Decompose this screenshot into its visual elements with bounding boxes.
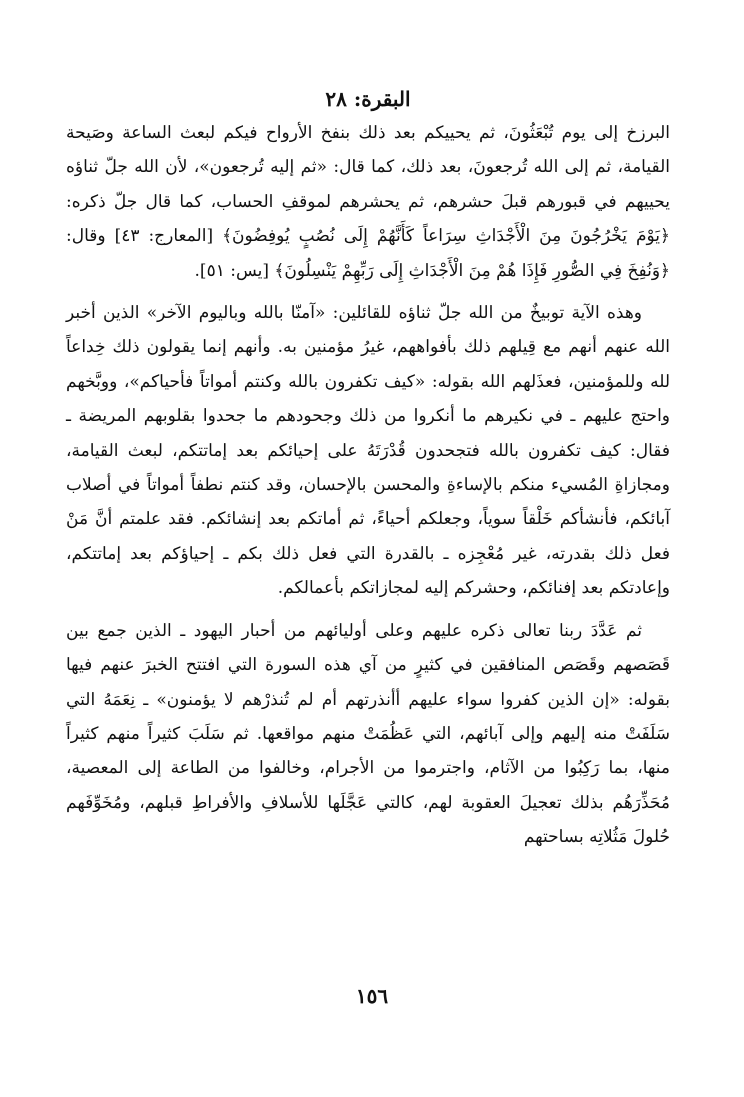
page-body: [66, 82, 670, 855]
paragraph-3: ثم عَدَّدَ ربنا تعالى ذكره عليهم وعلى أوليائهم من أحبار اليهود ـ الذين جمع بين قَصَصهم وقَصَص المنافقين في كثيرٍ من آي هذه السورة التي افتتح الخبرَ عنهم فيها بقوله: «إن الذين كفروا سواء عليهم أأنذرتهم أم لم تُنذرْهم لا يؤمنون» ـ نِعَمَهُ التي سَلَفَتْ منه إليهم وإلى آبائهم، التي عَظُمَتْ منهم مواقعها. ثم سَلَبَ كثيراً منهم كثيراً منها، بما رَكِبُوا من الآثام، واجترموا من الأجرام، وخالفوا من الطاعة إلى المعصية، مُحَذِّرَهُم بذلك تعجيلَ العقوبة لهم، كالتي عَجَّلَها للأسلافِ والأفراطِ قبلهم، ومُخَوِّفَهم حُلولَ مَثُلاتِه بساحتهم: [66, 620, 670, 848]
paragraph-2: وهذه الآية توبيخٌ من الله جلّ ثناؤه للقائلين: «آمنّا بالله وباليوم الآخر» الذين أخبر الله عنهم أنهم مع قِيلهم ذلك بأفواههم، غيرُ مؤمنين به. وأنهم إنما يقولون ذلك خِداعاً لله وللمؤمنين، فعذَلهم الله بقوله: «كيف تكفرون بالله وكنتم أمواتاً فأحياكم»، ووبَّخهم واحتج عليهم ـ في نكيرهم ما أنكروا من ذلك وجحودهم ما جحدوا بقلوبهم المريضة ـ فقال: كيف تكفرون بالله فتجحدون قُدْرَتَهُ على إحيائكم بعد إماتتكم، لبعث القيامة، ومجازاةِ المُسيء منكم بالإساءةِ والمحسن بالإحسان، وقد كنتم نطفاً أمواتاً في أصلاب آبائكم، فأنشأكم خَلْقاً سوياً، وجعلكم أحياءً، ثم أماتكم بعد إنشائكم. فقد علمتم أنَّ مَنْ فعل ذلك بقدرته، غير مُعْجِزه ـ بالقدرة التي فعل ذلك بكم ـ إحياؤكم بعد إماتتكم، وإعادتكم بعد إفنائكم، وحشركم إليه لمجازاتكم بأعمالكم.: [66, 303, 670, 599]
paragraph-1: البرزخ إلى يوم تُبْعَثُونَ، ثم يحييكم بعد ذلك بنفخ الأرواح فيكم لبعث الساعة وصَيحة القيامة، ثم إلى الله تُرجعونَ، بعد ذلك، كما قال: «ثم إليه تُرجعون»، لأن الله جلّ ثناؤه يحييهم في قبورهم قبلَ حشرهم، ثم يحشرهم لموقفِ الحساب، كما قال جلّ ذكره: ﴿يَوْمَ يَخْرُجُونَ مِنَ الْأَجْدَاثِ سِرَاعاً كَأَنَّهُمْ إِلَى نُصُبٍ يُوفِضُونَ﴾ [المعارج: ٤٣] وقال: ﴿وَنُفِخَ فِي الصُّورِ فَإِذَا هُمْ مِنَ الْأَجْدَاثِ إِلَى رَبِّهِمْ يَنْسِلُونَ﴾ [يس: ٥١].: [66, 123, 670, 281]
surah-reference-header: البقرة: ٢٨: [325, 87, 411, 111]
paragraph-gap: [66, 288, 670, 296]
paragraph-gap: [66, 606, 670, 614]
page-number: ١٥٦: [355, 984, 389, 1008]
